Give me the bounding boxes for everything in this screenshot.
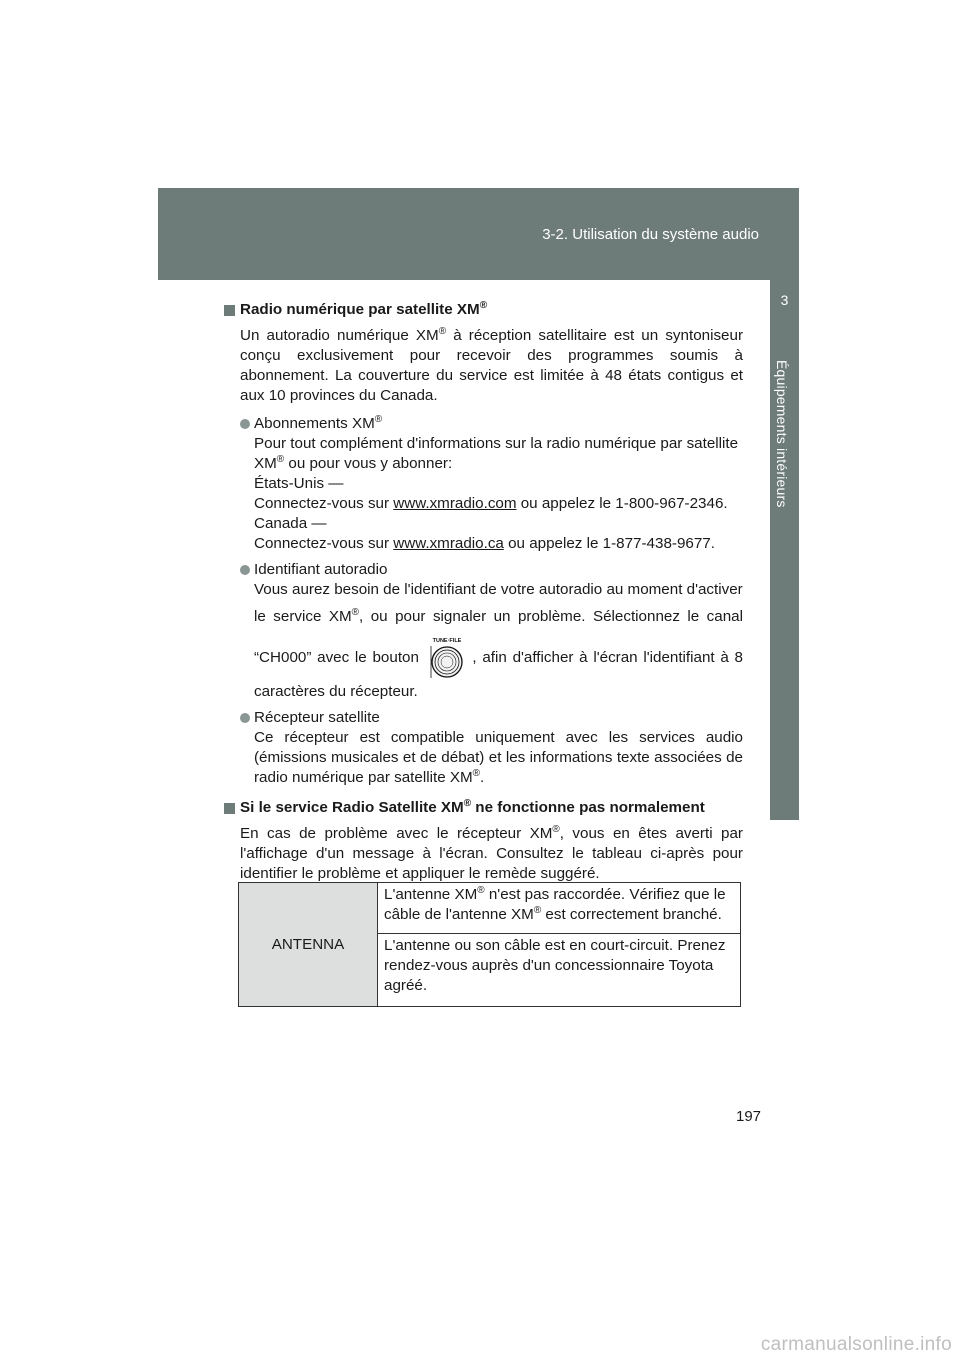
- square-bullet-icon: [224, 803, 235, 814]
- header-band: [158, 188, 799, 280]
- chapter-number: 3: [780, 292, 789, 308]
- bullet-subscriptions: Abonnements XM® Pour tout complément d'informations sur la radio numérique par satellite XM® ou pour vous y abonner: États-Unis — Connectez-vous sur www.xmradio.com ou appelez le 1-800-967-2346. Canada — Connectez-vous sur www.xmradio.ca ou appelez le 1-877-438-9677.: [240, 414, 743, 554]
- table-row: [239, 883, 741, 934]
- knob-label: TUNE·FILE: [432, 637, 462, 644]
- square-bullet-icon: [224, 305, 235, 316]
- chapter-title: Équipements intérieurs: [774, 360, 790, 508]
- page-content: [222, 300, 743, 892]
- xmradio-ca-link[interactable]: www.xmradio.ca: [393, 535, 504, 552]
- error-remedy-cell: L'antenne ou son câble est en court-circuit. Prenez rendez-vous auprès d'un concessionnaire Toyota agréé.: [378, 934, 741, 1007]
- troubleshooting-paragraph: En cas de problème avec le récepteur XM®, vous en êtes averti par l'affichage d'un message à l'écran. Consultez le tableau ci-après pour identifier le problème et appliquer le remède suggéré.: [240, 823, 743, 882]
- circle-bullet-icon: [240, 565, 250, 575]
- circle-bullet-icon: [240, 419, 250, 429]
- section-heading-troubleshooting: Si le service Radio Satellite XM® ne fonctionne pas normalement: [222, 798, 743, 818]
- page-number: 197: [736, 1108, 762, 1125]
- circle-bullet-icon: [240, 713, 250, 723]
- error-code-cell: ANTENNA: [239, 883, 378, 1007]
- bullet-radio-id: Identifiant autoradio Vous aurez besoin de l'identifiant de votre autoradio au moment d'activer le service XM®, ou pour signaler un problème. Sélectionnez le canal “CH000” avec le bouton TUNE·FILE , afin d'afficher à l'écran l'identifiant à 8 caractères du récepteur.: [240, 560, 743, 702]
- watermark: carmanualsonline.info: [760, 1334, 952, 1355]
- section-heading-xm-radio: Radio numérique par satellite XM®: [222, 300, 743, 320]
- error-remedy-cell: L'antenne XM® n'est pas raccordée. Vérifiez que le câble de l'antenne XM® est correctement branché.: [378, 883, 741, 934]
- bullet-satellite-receiver: Récepteur satellite Ce récepteur est compatible uniquement avec les services audio (émissions musicales et de débat) et les informations texte associées de radio numérique par satellite XM®.: [240, 708, 743, 788]
- tune-file-knob-icon: [429, 636, 465, 680]
- chapter-side-tab: [770, 280, 799, 820]
- xm-intro-paragraph: Un autoradio numérique XM® à réception satellitaire est un syntoniseur conçu exclusivement pour recevoir des programmes soumis à abonnement. La couverture du service est limitée à 48 états contigus et aux 10 provinces du Canada.: [240, 325, 744, 404]
- xmradio-com-link[interactable]: www.xmradio.com: [393, 495, 517, 512]
- section-title: 3-2. Utilisation du système audio: [542, 226, 759, 243]
- xm-error-table: [238, 882, 741, 1007]
